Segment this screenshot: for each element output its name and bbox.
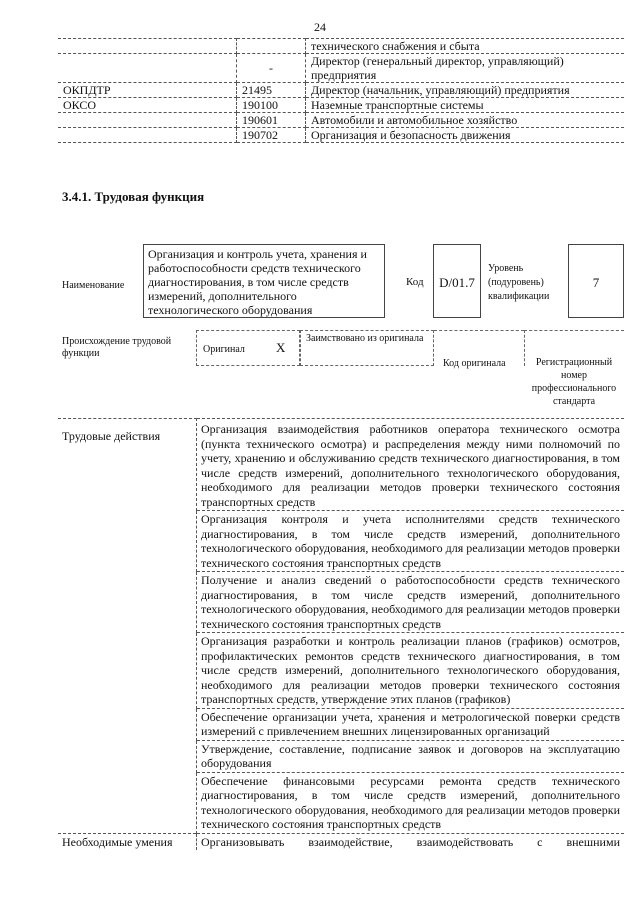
code-cell: 190100 [237, 98, 306, 113]
classifier-cell: ОКПДТР [58, 83, 237, 98]
registration-caption: Регистрационный номер профессионального стандарта [531, 357, 617, 407]
classifier-cell [58, 54, 237, 83]
classifier-cell: ОКСО [58, 98, 237, 113]
table-row [58, 419, 624, 511]
classification-table [58, 38, 624, 143]
table-row [58, 772, 624, 833]
classifier-cell [58, 39, 237, 54]
skills-label: Необходимые умения [58, 833, 197, 850]
labor-action: Организация контроля и учета исполнителями средств технического диагностирования, в том числе средств измерений, дополнительного технологического оборудования, необходимого для реализации методов проверки технического состояния транспортных средств [197, 511, 625, 572]
table-row [58, 633, 624, 709]
labor-action: Организация взаимодействия работников оператора технического осмотра (пункта технического осмотра) и распределения между ними полномочий по учету, хранению и обслуживанию средств технического диагностирования, в том числе средств измерений, дополнительного технологического оборудования, необходимого для реализации методов проверки технического состояния транспортных средств [197, 419, 625, 511]
code-label: Код [406, 276, 424, 288]
label-continuation [58, 740, 197, 772]
table-row [58, 128, 624, 143]
label-continuation [58, 511, 197, 572]
table-row [58, 83, 624, 98]
code-cell: - [237, 54, 306, 83]
table-row [58, 113, 624, 128]
table-row [58, 39, 624, 54]
code-cell: 21495 [237, 83, 306, 98]
name-label: Наименование [62, 280, 125, 291]
classifier-cell [58, 128, 237, 143]
code-cell [237, 39, 306, 54]
title-cell: Автомобили и автомобильное хозяйство [306, 113, 625, 128]
classifier-cell [58, 113, 237, 128]
qualification-level: 7 [568, 244, 624, 318]
code-cell: 190601 [237, 113, 306, 128]
title-cell: Директор (начальник, управляющий) предприятия [306, 83, 625, 98]
level-label: Уровень (подуровень) квалификации [488, 263, 550, 302]
labor-action: Получение и анализ сведений о работоспособности средств технического диагностирования, в том числе средств измерений, дополнительного технологического оборудования, необходимого для реализации методов проверки технического состояния транспортных средств [197, 572, 625, 633]
label-continuation [58, 572, 197, 633]
labor-action: Обеспечение организации учета, хранения и метрологической поверки средств измерений с привлечением внешних лицензированных организаций [197, 708, 625, 740]
table-row [58, 54, 624, 83]
code-cell: 190702 [237, 128, 306, 143]
function-code: D/01.7 [433, 244, 481, 318]
labor-function-table [58, 418, 624, 850]
labor-action: Утверждение, составление, подписание заявок и договоров на эксплуатацию оборудования [197, 740, 625, 772]
title-cell: Организация и безопасность движения [306, 128, 625, 143]
table-row [58, 708, 624, 740]
original-mark: X [276, 340, 286, 355]
label-continuation [58, 633, 197, 709]
table-row [58, 572, 624, 633]
page-number: 24 [314, 20, 326, 34]
function-name: Организация и контроль учета, хранения и работоспособности средств технического диагностирования, в том числе средств измерений, дополнительного технологического оборудования [143, 244, 385, 318]
skill-item: Организовывать взаимодействие, взаимодействовать с внешними [197, 833, 625, 850]
label-continuation [58, 772, 197, 833]
labor-actions-label: Трудовые действия [58, 419, 197, 511]
borrowed-label: Заимствовано из оригинала [306, 333, 424, 344]
table-row [58, 833, 624, 850]
origin-label: Происхождение трудовой функции [62, 336, 172, 359]
title-cell: Наземные транспортные системы [306, 98, 625, 113]
labor-action: Обеспечение финансовыми ресурсами ремонта средств технического диагностирования, в том числе средств измерений, дополнительного технологического оборудования, необходимого для реализации методов проверки технического состояния транспортных средств [197, 772, 625, 833]
label-continuation [58, 708, 197, 740]
table-row [58, 740, 624, 772]
section-title: 3.4.1. Трудовая функция [62, 189, 205, 204]
table-row [58, 511, 624, 572]
table-row [58, 98, 624, 113]
labor-action: Организация разработки и контроль реализации планов (графиков) осмотров, профилактических ремонтов средств технического диагностирования, в том числе средств измерений, дополнительного технологического оборудования, необходимого для реализации методов проверки технического состояния транспортных средств, утверждение этих планов (графиков) [197, 633, 625, 709]
original-code-caption: Код оригинала [443, 358, 506, 369]
title-cell: технического снабжения и сбыта [306, 39, 625, 54]
original-label: Оригинал [203, 344, 245, 355]
title-cell: Директор (генеральный директор, управляющий) предприятия [306, 54, 625, 83]
